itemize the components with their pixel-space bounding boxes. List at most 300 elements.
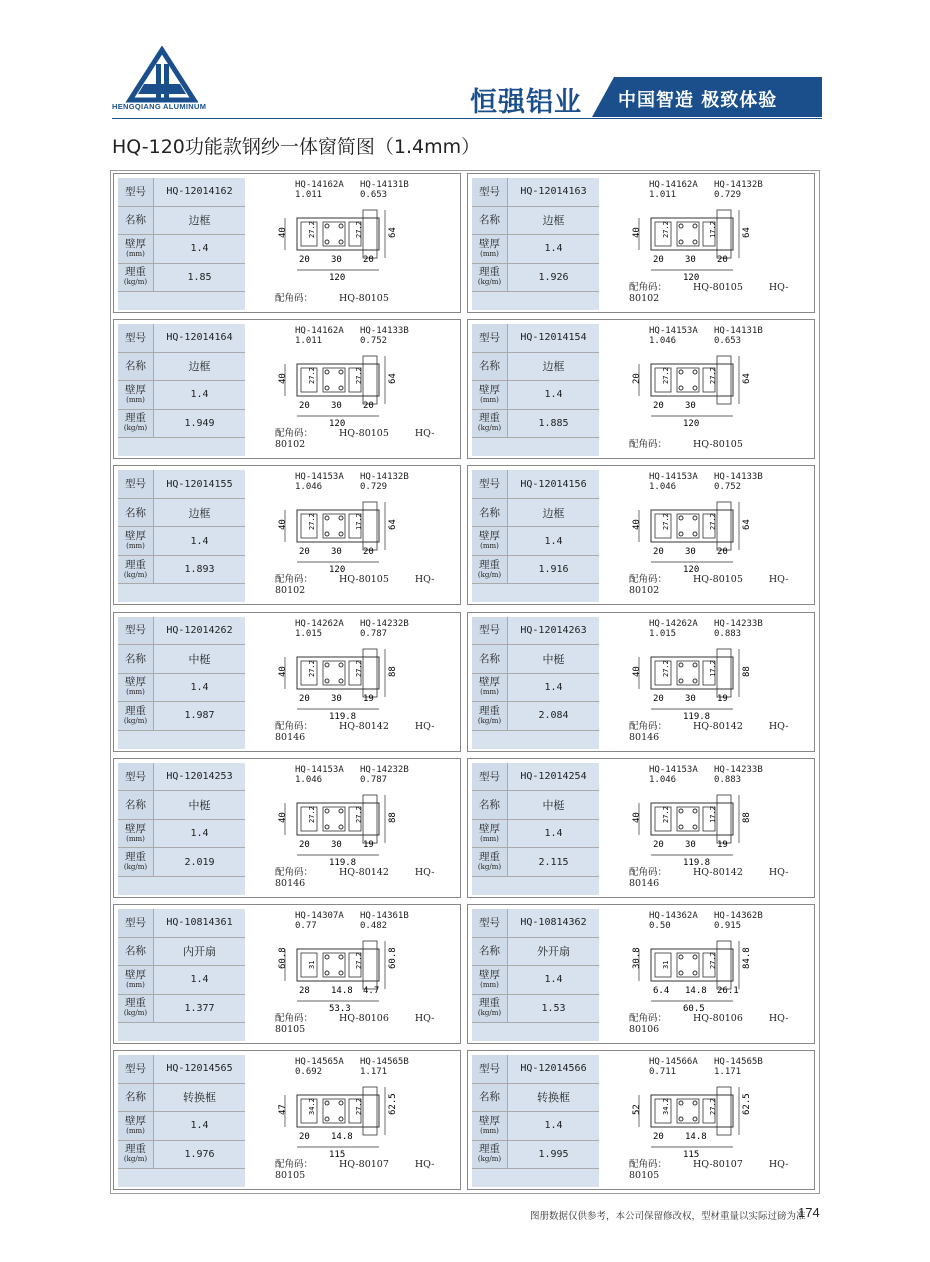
dim-bottom-a: 20 [299, 839, 310, 850]
thickness-value: 1.4 [154, 527, 245, 555]
dim-bottom-b: 30 [331, 255, 342, 265]
model-value: HQ-12014253 [154, 763, 245, 791]
corner-code: HQ-80105 [693, 574, 743, 586]
thickness-label: 壁厚 (mm) [118, 820, 154, 848]
profile-drawing [601, 1055, 812, 1187]
profile-panel [113, 319, 461, 459]
model-value: HQ-12014155 [154, 470, 245, 498]
dim-left: 40 [632, 519, 642, 531]
weight-value: 1.987 [154, 702, 245, 730]
spec-blank [472, 731, 599, 749]
corner-codes: 配角码： HQ-80142 HQ-80146 [275, 866, 435, 889]
thickness-label: 壁厚 (mm) [118, 966, 154, 994]
name-value: 边框 [154, 207, 245, 235]
model-label: 型号 [472, 324, 508, 352]
dim-left: 47 [278, 1104, 288, 1116]
dim-bottom-a: 20 [653, 693, 664, 704]
section-diagram [275, 1081, 425, 1159]
weight-value: 1.926 [508, 264, 599, 292]
name-label: 名称 [118, 353, 154, 381]
model-label: 型号 [118, 324, 154, 352]
profile-panel [467, 173, 815, 313]
weight-label: 理重 (kg/m) [118, 702, 154, 730]
corner-code: HQ-80142 [339, 866, 389, 878]
spec-table [118, 324, 245, 456]
dim-left: 30.8 [632, 947, 642, 969]
name-label: 名称 [118, 1084, 154, 1112]
dim-left: 40 [278, 811, 288, 823]
dim-bottom-b: 14.8 [685, 1132, 707, 1143]
footer-note: 图册数据仅供参考，本公司保留修改权，型材重量以实际过磅为准 [530, 1211, 806, 1222]
profile-drawing [247, 763, 458, 895]
spec-table [472, 324, 599, 456]
dim-right: 88 [388, 811, 398, 823]
name-value: 边框 [154, 353, 245, 381]
dim-inner-right: 17.2 [709, 805, 717, 823]
section-diagram [629, 204, 779, 282]
spec-blank [472, 438, 599, 456]
model-value: HQ-10814361 [154, 909, 245, 937]
spec-blank [118, 1023, 245, 1041]
dim-left: 40 [632, 811, 642, 823]
profile-panel [467, 612, 815, 752]
spec-table [472, 617, 599, 749]
thickness-value: 1.4 [154, 381, 245, 409]
corner-code: HQ-80105 [339, 428, 389, 440]
weight-label: 理重 (kg/m) [472, 1141, 508, 1169]
profile-panel [113, 173, 461, 313]
corner-code: HQ-80105 [693, 282, 743, 293]
name-label: 名称 [472, 791, 508, 819]
dim-right: 88 [388, 665, 398, 677]
name-value: 边框 [508, 207, 599, 235]
weight-label: 理重 (kg/m) [118, 556, 154, 584]
part-codes: HQ-14565A HQ-14565B 0.692 1.171 [295, 1057, 409, 1078]
corner-codes: 配角码： HQ-80107 HQ-80105 [275, 1159, 435, 1182]
model-value: HQ-12014263 [508, 617, 599, 645]
dim-left: 40 [632, 665, 642, 677]
weight-label: 理重 (kg/m) [472, 848, 508, 876]
profile-panel [113, 758, 461, 898]
dim-total: 115 [683, 1150, 700, 1160]
name-value: 边框 [508, 353, 599, 381]
part-codes: HQ-14566A HQ-14565B 0.711 1.171 [649, 1057, 763, 1078]
weight-value: 1.53 [508, 995, 599, 1023]
weight-value: 2.084 [508, 702, 599, 730]
profile-drawing [601, 617, 812, 749]
spec-blank [118, 292, 245, 310]
dim-bottom-b: 30 [685, 401, 696, 412]
name-value: 中梃 [508, 645, 599, 673]
part-codes: HQ-14153A HQ-14232B 1.046 0.787 [295, 764, 409, 785]
thickness-value: 1.4 [508, 527, 599, 555]
spec-blank [118, 877, 245, 895]
name-value: 中梃 [508, 791, 599, 819]
thickness-value: 1.4 [508, 381, 599, 409]
spec-table [118, 617, 245, 749]
model-value: HQ-10814362 [508, 909, 599, 937]
spec-table [118, 470, 245, 602]
dim-right: 88 [742, 811, 752, 823]
profile-panel [467, 904, 815, 1044]
name-value: 转换框 [154, 1084, 245, 1112]
thickness-label: 壁厚 (mm) [118, 381, 154, 409]
dim-right: 64 [388, 519, 398, 531]
corner-code: HQ-80105 [339, 293, 389, 304]
profile-drawing [601, 324, 812, 456]
dim-bottom-c: 20 [363, 401, 374, 412]
page-number: 174 [798, 1205, 820, 1220]
corner-code: HQ-80142 [339, 720, 389, 732]
spec-blank [472, 292, 599, 310]
weight-value: 1.949 [154, 410, 245, 438]
model-label: 型号 [118, 470, 154, 498]
corner-code: HQ-80106 [629, 1013, 789, 1035]
slogan: 中国智造 极致体验 [618, 90, 778, 111]
corner-code: HQ-80102 [275, 428, 435, 451]
name-value: 边框 [508, 499, 599, 527]
corner-codes: 配角码： HQ-80142 HQ-80146 [629, 720, 789, 743]
model-value: HQ-12014164 [154, 324, 245, 352]
thickness-value: 1.4 [508, 674, 599, 702]
weight-label: 理重 (kg/m) [472, 264, 508, 292]
name-value: 中梃 [154, 791, 245, 819]
dim-inner-left: 34.2 [662, 1098, 670, 1116]
dim-bottom-a: 20 [299, 255, 310, 265]
dim-total: 120 [683, 273, 700, 282]
spec-table [118, 178, 245, 310]
dim-total: 119.8 [683, 857, 711, 867]
dim-right: 88 [742, 665, 752, 677]
section-diagram [275, 789, 425, 867]
name-value: 转换框 [508, 1084, 599, 1112]
model-label: 型号 [472, 909, 508, 937]
dim-bottom-c: 20 [363, 255, 374, 265]
profile-drawing [601, 470, 812, 602]
spec-table [118, 909, 245, 1041]
model-value: HQ-12014154 [508, 324, 599, 352]
dim-bottom-a: 28 [299, 986, 310, 996]
dim-right: 64 [742, 519, 752, 531]
dim-inner-right: 27.2 [355, 1098, 363, 1116]
dim-inner-left: 34.2 [308, 1098, 316, 1116]
dim-total: 120 [329, 565, 346, 575]
section-diagram [275, 204, 425, 282]
section-diagram [275, 643, 425, 721]
spec-blank [472, 1169, 599, 1187]
corner-code: HQ-80106 [339, 1013, 389, 1024]
corner-codes: 配角码： HQ-80142 HQ-80146 [629, 866, 789, 889]
part-codes: HQ-14362A HQ-14362B 0.50 0.915 [649, 911, 763, 931]
dim-total: 60.5 [683, 1004, 705, 1013]
part-codes: HQ-14153A HQ-14133B 1.046 0.752 [649, 472, 763, 493]
spec-blank [118, 731, 245, 749]
dim-bottom-a: 20 [653, 255, 664, 265]
corner-code: HQ-80146 [275, 866, 435, 889]
dim-bottom-a: 20 [299, 547, 310, 558]
model-label: 型号 [118, 763, 154, 791]
part-codes: HQ-14162A HQ-14133B 1.011 0.752 [295, 326, 409, 347]
weight-label: 理重 (kg/m) [472, 995, 508, 1023]
thickness-label: 壁厚 (mm) [472, 966, 508, 994]
profile-drawing [247, 324, 458, 456]
dim-inner-left: 27.2 [662, 805, 670, 823]
dim-inner-right: 27.2 [709, 1098, 717, 1116]
dim-bottom-b: 14.8 [331, 1132, 353, 1143]
corner-codes: 配角码： HQ-80105 HQ-80102 [629, 282, 789, 304]
page-header [0, 0, 930, 125]
profile-drawing [247, 178, 458, 310]
corner-code: HQ-80107 [339, 1159, 389, 1171]
dim-inner-left: 27.2 [662, 659, 670, 677]
dim-left: 52 [632, 1104, 642, 1116]
dim-bottom-b: 14.8 [685, 986, 707, 996]
dim-bottom-c: 4.7 [363, 986, 380, 996]
dim-total: 119.8 [329, 711, 357, 721]
dim-bottom-c: 19 [717, 693, 728, 704]
name-value: 中梃 [154, 645, 245, 673]
part-codes: HQ-14262A HQ-14233B 1.015 0.883 [649, 618, 763, 639]
thickness-label: 壁厚 (mm) [472, 820, 508, 848]
dim-bottom-b: 30 [685, 839, 696, 850]
dim-total: 115 [329, 1150, 346, 1160]
dim-inner-right: 27.2 [709, 513, 717, 531]
model-label: 型号 [118, 617, 154, 645]
dim-bottom-b: 14.8 [331, 986, 353, 996]
model-value: HQ-12014566 [508, 1055, 599, 1083]
profile-grid [110, 170, 820, 1194]
corner-code: HQ-80102 [629, 574, 789, 597]
section-diagram [629, 789, 779, 867]
thickness-label: 壁厚 (mm) [472, 1112, 508, 1140]
dim-bottom-c: 26.1 [717, 986, 739, 996]
dim-bottom-c: 19 [363, 839, 374, 850]
name-label: 名称 [118, 499, 154, 527]
dim-right: 62.5 [388, 1093, 398, 1116]
dim-left: 60.8 [278, 947, 288, 969]
part-codes: HQ-14153A HQ-14233B 1.046 0.883 [649, 764, 763, 785]
thickness-label: 壁厚 (mm) [118, 527, 154, 555]
thickness-label: 壁厚 (mm) [472, 527, 508, 555]
dim-inner-right: 27.2 [709, 952, 717, 969]
dim-total: 119.8 [329, 857, 357, 867]
logo-text: HENGQIANG ALUMINUM [112, 102, 207, 111]
dim-bottom-a: 6.4 [653, 986, 670, 996]
dim-inner-left: 31 [662, 960, 670, 969]
name-label: 名称 [118, 207, 154, 235]
model-label: 型号 [472, 617, 508, 645]
dim-right: 60.8 [388, 947, 398, 969]
section-diagram [629, 350, 779, 428]
dim-bottom-b: 30 [685, 547, 696, 558]
model-label: 型号 [118, 1055, 154, 1083]
corner-code: HQ-80102 [275, 574, 435, 597]
dim-bottom-b: 30 [331, 693, 342, 704]
weight-value: 1.893 [154, 556, 245, 584]
thickness-value: 1.4 [154, 966, 245, 994]
name-label: 名称 [472, 207, 508, 235]
weight-label: 理重 (kg/m) [118, 848, 154, 876]
part-codes: HQ-14153A HQ-14131B 1.046 0.653 [649, 326, 763, 347]
model-label: 型号 [118, 178, 154, 206]
brand-name: 恒强铝业 [470, 87, 582, 118]
dim-bottom-b: 30 [331, 839, 342, 850]
dim-inner-right: 27.2 [355, 805, 363, 823]
spec-blank [118, 584, 245, 602]
thickness-value: 1.4 [154, 674, 245, 702]
weight-label: 理重 (kg/m) [472, 702, 508, 730]
spec-table [118, 763, 245, 895]
weight-label: 理重 (kg/m) [118, 410, 154, 438]
thickness-label: 壁厚 (mm) [472, 674, 508, 702]
model-value: HQ-12014262 [154, 617, 245, 645]
part-codes: HQ-14162A HQ-14132B 1.011 0.729 [649, 180, 763, 200]
model-label: 型号 [118, 909, 154, 937]
name-value: 外开扇 [508, 938, 599, 966]
header-rule [112, 118, 822, 119]
dim-bottom-c: 20 [363, 547, 374, 558]
corner-code: HQ-80105 [629, 1159, 789, 1182]
profile-panel [113, 1050, 461, 1190]
corner-codes: 配角码： HQ-80106 HQ-80105 [275, 1013, 435, 1035]
weight-value: 1.916 [508, 556, 599, 584]
corner-codes: 配角码： HQ-80107 HQ-80105 [629, 1159, 789, 1182]
corner-codes: 配角码： HQ-80142 HQ-80146 [275, 720, 435, 743]
dim-left: 40 [278, 519, 288, 531]
dim-bottom-c: 19 [717, 839, 728, 850]
dim-right: 62.5 [742, 1093, 752, 1116]
name-label: 名称 [472, 499, 508, 527]
dim-inner-left: 27.2 [662, 513, 670, 531]
dim-left: 40 [278, 227, 288, 238]
section-diagram [275, 935, 425, 1013]
spec-blank [472, 877, 599, 895]
profile-panel [467, 465, 815, 605]
corner-code: HQ-80105 [339, 574, 389, 586]
part-codes: HQ-14307A HQ-14361B 0.77 0.482 [295, 911, 409, 931]
section-diagram [275, 350, 425, 428]
section-diagram [275, 496, 425, 574]
dim-inner-right: 17.2 [709, 659, 717, 677]
spec-table [472, 470, 599, 602]
model-value: HQ-12014565 [154, 1055, 245, 1083]
spec-blank [118, 438, 245, 456]
corner-code: HQ-80107 [693, 1159, 743, 1171]
spec-table [472, 763, 599, 895]
corner-code: HQ-80146 [629, 866, 789, 889]
corner-code: HQ-80146 [629, 720, 789, 743]
thickness-value: 1.4 [508, 966, 599, 994]
name-label: 名称 [118, 938, 154, 966]
profile-drawing [601, 909, 812, 1041]
corner-codes: 配角码： HQ-80105 HQ-80102 [275, 574, 435, 597]
dim-bottom-b: 30 [331, 547, 342, 558]
name-label: 名称 [472, 1084, 508, 1112]
model-label: 型号 [472, 1055, 508, 1083]
dim-bottom-c: 20 [717, 255, 728, 265]
dim-total: 120 [683, 419, 700, 429]
model-value: HQ-12014162 [154, 178, 245, 206]
corner-codes: 配角码： HQ-80106 HQ-80106 [629, 1013, 789, 1035]
dim-inner-right: 27.2 [355, 952, 363, 969]
model-value: HQ-12014163 [508, 178, 599, 206]
spec-blank [472, 1023, 599, 1041]
weight-value: 1.85 [154, 264, 245, 292]
dim-bottom-a: 20 [299, 401, 310, 412]
dim-inner-left: 31 [308, 960, 316, 969]
thickness-value: 1.4 [508, 1112, 599, 1140]
dim-inner-right: 27.2 [355, 659, 363, 677]
dim-bottom-a: 20 [653, 1132, 664, 1143]
dim-right: 64 [742, 373, 752, 385]
weight-label: 理重 (kg/m) [472, 410, 508, 438]
profile-panel [467, 758, 815, 898]
corner-code: HQ-80105 [693, 439, 743, 451]
profile-drawing [247, 617, 458, 749]
dim-bottom-a: 20 [653, 547, 664, 558]
dim-left: 40 [278, 373, 288, 385]
dim-inner-left: 27.2 [308, 805, 316, 823]
profile-panel [467, 1050, 815, 1190]
spec-blank [118, 1169, 245, 1187]
weight-value: 1.377 [154, 995, 245, 1023]
weight-label: 理重 (kg/m) [472, 556, 508, 584]
dim-bottom-b: 30 [331, 401, 342, 412]
weight-value: 1.885 [508, 410, 599, 438]
dim-total: 120 [329, 273, 346, 282]
corner-codes: 配角码： HQ-80105 HQ-80102 [275, 428, 435, 451]
name-label: 名称 [118, 791, 154, 819]
dim-total: 119.8 [683, 711, 711, 721]
dim-bottom-a: 20 [299, 693, 310, 704]
dim-right: 84.8 [742, 947, 752, 969]
corner-codes: 配角码： HQ-80105 HQ-80102 [629, 574, 789, 597]
corner-codes: 配角码： HQ-80105 [629, 439, 743, 451]
profile-panel [113, 904, 461, 1044]
corner-code: HQ-80142 [693, 866, 743, 878]
dim-right: 64 [388, 227, 398, 238]
weight-value: 2.115 [508, 848, 599, 876]
weight-value: 1.995 [508, 1141, 599, 1169]
thickness-value: 1.4 [154, 820, 245, 848]
corner-codes: 配角码： HQ-80105 [275, 293, 389, 304]
section-diagram [629, 1081, 779, 1159]
corner-code: HQ-80142 [693, 720, 743, 732]
page-title: HQ-120功能款钢纱一体窗简图（1.4mm） [112, 136, 481, 158]
dim-inner-left: 27.2 [308, 367, 316, 385]
dim-total: 120 [329, 419, 346, 429]
section-diagram [629, 935, 779, 1013]
dim-right: 64 [388, 373, 398, 385]
name-label: 名称 [472, 353, 508, 381]
dim-bottom-c: 20 [717, 547, 728, 558]
name-label: 名称 [472, 938, 508, 966]
dim-bottom-a: 20 [653, 839, 664, 850]
thickness-label: 壁厚 (mm) [118, 1112, 154, 1140]
thickness-value: 1.4 [154, 235, 245, 263]
section-diagram [629, 496, 779, 574]
dim-bottom-a: 20 [299, 1132, 310, 1143]
model-label: 型号 [472, 763, 508, 791]
weight-label: 理重 (kg/m) [118, 264, 154, 292]
weight-label: 理重 (kg/m) [118, 995, 154, 1023]
profile-drawing [247, 1055, 458, 1187]
spec-table [472, 178, 599, 310]
corner-code: HQ-80102 [629, 282, 789, 304]
thickness-label: 壁厚 (mm) [118, 674, 154, 702]
dim-right: 64 [742, 227, 752, 238]
profile-panel [113, 465, 461, 605]
